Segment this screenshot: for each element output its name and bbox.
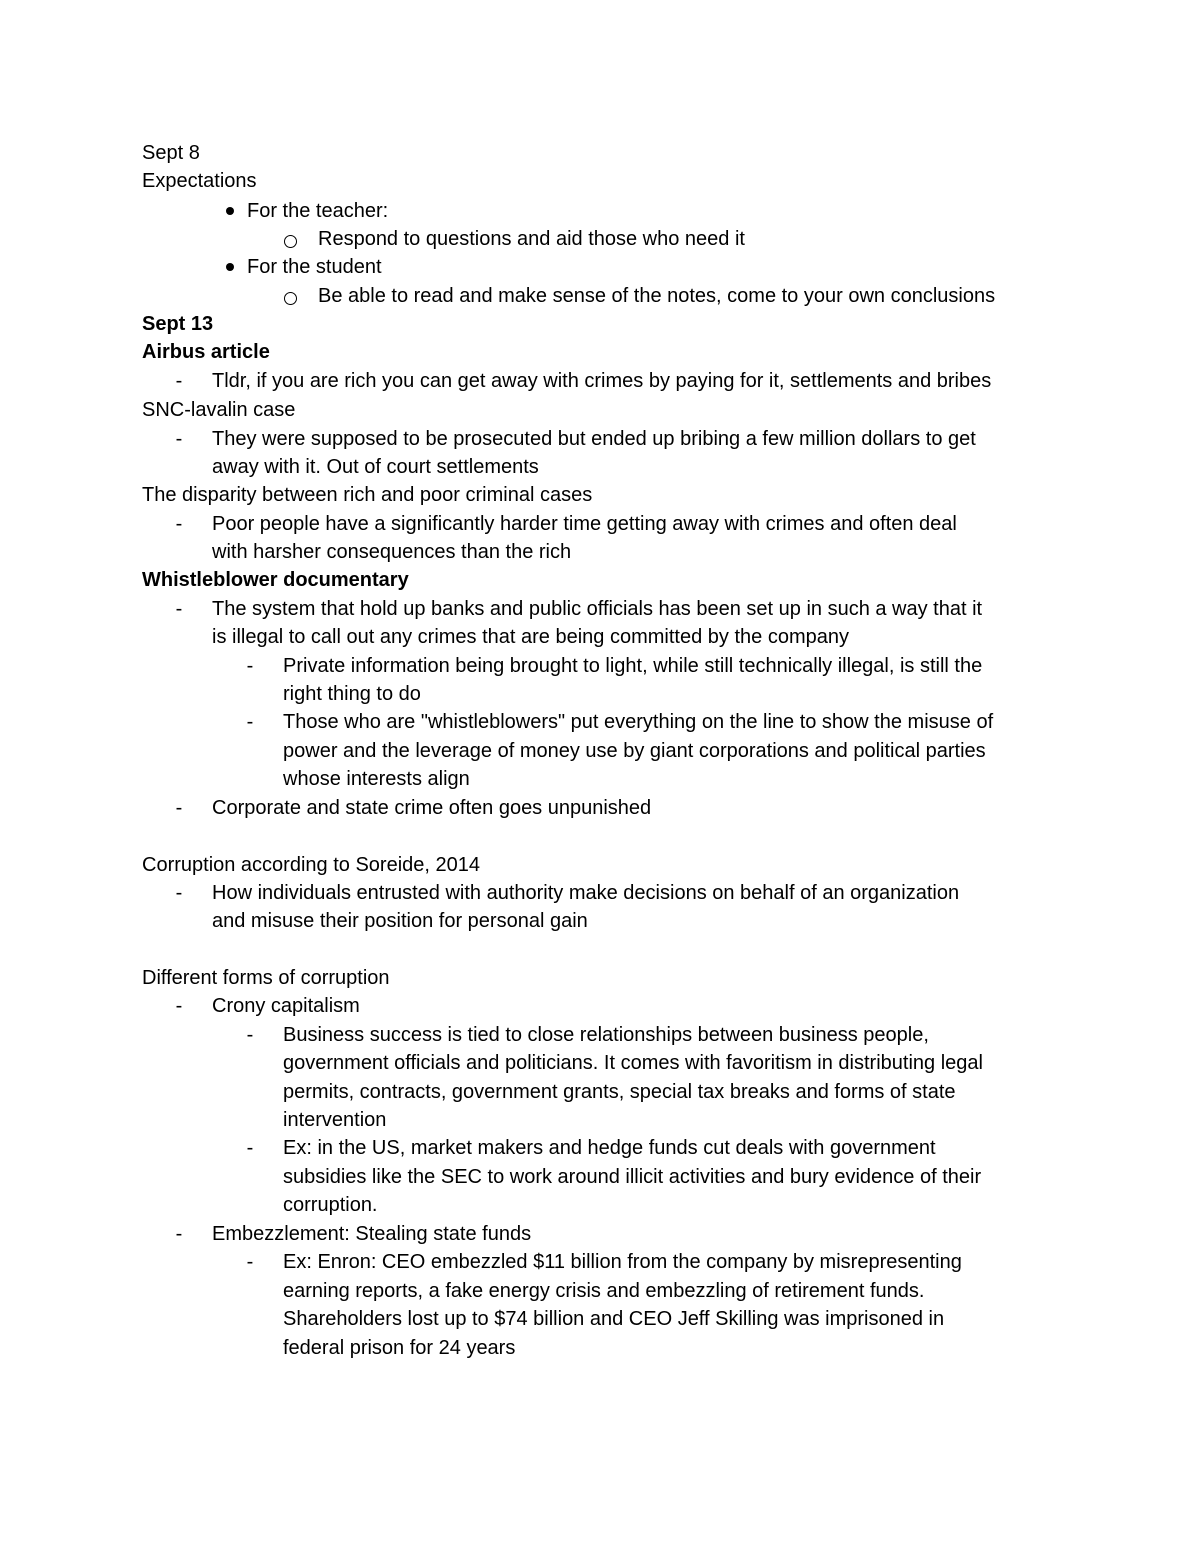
dash-marker: -: [175, 882, 183, 904]
dash-marker: -: [246, 1024, 254, 1046]
dash-marker: -: [175, 370, 183, 392]
bullet-dot-icon: [226, 207, 234, 215]
dash-marker: -: [246, 711, 254, 733]
dash-marker: -: [175, 598, 183, 620]
dash-marker: -: [175, 797, 183, 819]
dash-marker: -: [175, 428, 183, 450]
dash-marker: -: [175, 513, 183, 535]
dash-marker: -: [175, 995, 183, 1017]
document-page: Sept 8 Expectations For the teacher: Respond to questions and aid those who need it For the student Be able to read and make sense of the notes, come to your own conclusions Sept 13 Airbus article - Tldr, if you are rich you can get away with crimes by paying for it, settlements and bribes SNC-lavalin case - They were supposed to be prosecuted but ended up bribing a few million dollars to get away with it. Out of court settlements The disparity between rich and poor criminal cases - Poor people have a significantly harder time getting away with crimes and often deal with harsher consequences than the rich Whistleblower documentary - The system that hold up banks and public officials has been set up in such a way that it is illegal to call out any crimes that are being committed by the company - Private information being brought to light, while still technically illegal, is still the right thing to do - Those who are "whistleblowers" put everything on the line to show the misuse of power and the leverage of money use by giant corporations and political parties whose interests align - Corporate and state crime often goes unpunished Corruption according to Soreide, 2014 - How individuals entrusted with authority make decisions on behalf of an organization and misuse their position for personal gain Different forms of corruption - Crony capitalism - Business success is tied to close relationships between business people, government officials and politicians. It comes with favoritism in distributing legal permits, contracts, government grants, special tax breaks and forms of state intervention - Ex: in the US, market makers and hedge funds cut deals with government subsidies like the SEC to work around illicit activities and bury evidence of their corruption. - Embezzlement: Stealing state funds - Ex: Enron: CEO embezzled $11 billion from the company by misrepresenting earning reports, a fake energy crisis and embezzling of retirement funds. Shareholders lost up to $74 billion and CEO Jeff Skilling was imprisoned in federal prison for 24 years: [142, 142, 996, 1359]
bullet-dot-icon: [226, 263, 234, 271]
dash-marker: -: [246, 1137, 254, 1159]
bullet-circle-icon: [284, 235, 297, 248]
dash-marker: -: [246, 1251, 254, 1273]
dash-marker: -: [175, 1223, 183, 1245]
dash-marker: -: [246, 655, 254, 677]
bullet-circle-icon: [284, 292, 297, 305]
